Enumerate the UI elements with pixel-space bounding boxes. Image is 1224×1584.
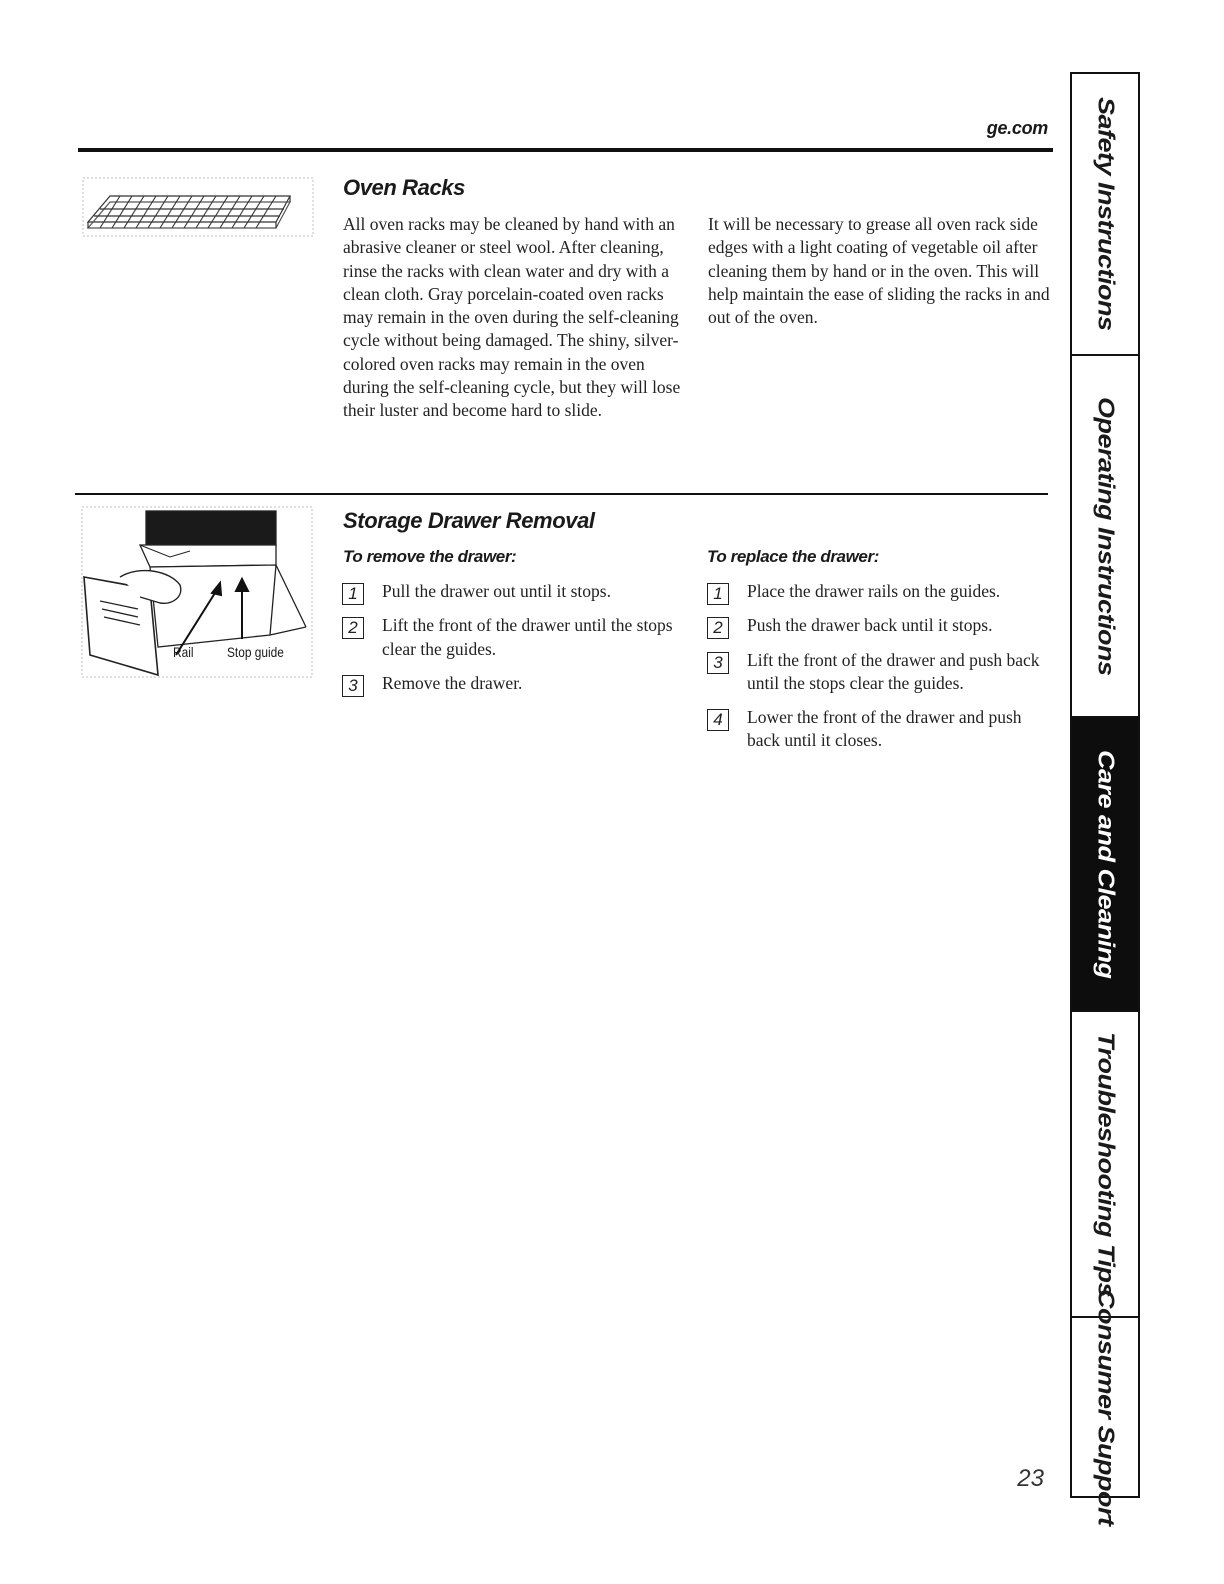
step-number-4: 4 [707, 709, 729, 731]
step-number-3: 3 [342, 675, 364, 697]
tab-consumer-support[interactable] [1072, 1288, 1138, 1526]
step-number-1: 1 [342, 583, 364, 605]
replace-step [707, 580, 1052, 603]
oven-racks-paragraph-2: It will be necessary to grease all oven rack side edges with a light coating of vegetable oil after cleaning them by hand or in the oven. This will help maintain the ease of sliding the racks in and out of the oven. [708, 214, 1050, 328]
site-url: ge.com [986, 118, 1048, 138]
oven-racks-paragraph-1: All oven racks may be cleaned by hand with an abrasive cleaner or steel wool. After cleaning, rinse the racks with clean water and dry with a clean cloth. Gray porcelain-coated oven racks may remain in the oven during the self-cleaning cycle without being damaged. The shiny, silver-colored oven racks may remain in the oven during the self-cleaning cycle, but they will lose their luster and become hard to slide. [343, 214, 681, 421]
step-text: Remove the drawer. [382, 672, 523, 693]
replace-step [707, 649, 1052, 696]
tab-safety-instructions[interactable] [1072, 74, 1138, 356]
replace-drawer-title: To replace the drawer: [707, 547, 879, 566]
tab-operating-instructions[interactable] [1072, 356, 1138, 718]
replace-step [707, 614, 1052, 637]
figure-label-stop-guide: Stop guide [227, 644, 284, 660]
tab-label: Consumer Support [1092, 1288, 1119, 1526]
remove-step [342, 672, 687, 695]
remove-steps-list [342, 580, 687, 706]
figure-label-rail: Rail [173, 644, 194, 660]
tab-troubleshooting-tips[interactable] [1072, 1012, 1138, 1318]
step-number-2: 2 [342, 617, 364, 639]
header-rule [78, 148, 1053, 152]
tab-label: Care and Cleaning [1092, 749, 1119, 979]
tab-label: Safety Instructions [1092, 97, 1119, 331]
remove-step [342, 580, 687, 603]
step-text: Place the drawer rails on the guides. [747, 581, 1001, 601]
step-number-3: 3 [707, 652, 729, 674]
step-text: Lower the front of the drawer and push back until it closes. [747, 707, 1022, 751]
page-number: 23 [1017, 1465, 1044, 1492]
section-sidebar [1070, 72, 1140, 1526]
step-number-1: 1 [707, 583, 729, 605]
oven-rack-illustration [80, 172, 316, 242]
remove-step [342, 614, 687, 661]
tab-label: Operating Instructions [1092, 396, 1119, 676]
step-number-2: 2 [707, 617, 729, 639]
tab-label: Troubleshooting Tips [1092, 1031, 1119, 1297]
step-text: Lift the front of the drawer and push back until the stops clear the guides. [747, 649, 1040, 693]
replace-steps-list [707, 580, 1052, 764]
replace-step [707, 706, 1052, 753]
oven-racks-title: Oven Racks [343, 175, 465, 200]
step-text: Lift the front of the drawer until the stops clear the guides. [382, 615, 673, 659]
tab-care-and-cleaning[interactable] [1072, 718, 1138, 1012]
section-divider [75, 493, 1048, 495]
remove-drawer-title: To remove the drawer: [343, 547, 517, 566]
storage-drawer-title: Storage Drawer Removal [343, 508, 595, 533]
step-text: Pull the drawer out until it stops. [382, 581, 611, 601]
step-text: Push the drawer back until it stops. [747, 615, 993, 636]
